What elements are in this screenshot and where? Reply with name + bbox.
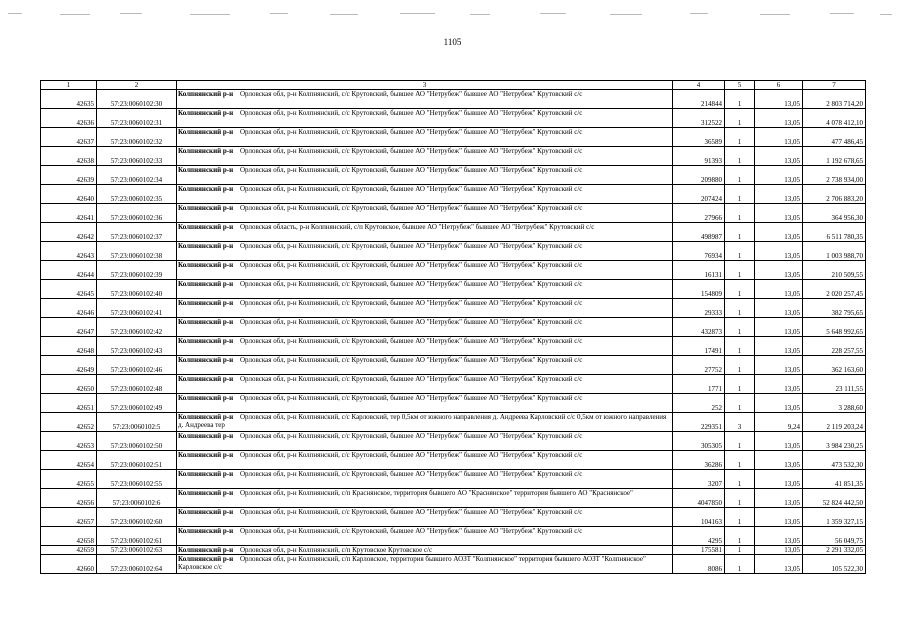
address-value: Орловская область, р-н Колпнянский, с/п Крутовское, бывшее АО "Нетрубеж" бывшее АО "Нетрубеж" Крутовский с/с [240,223,595,231]
row-number: 42639 [41,166,97,185]
count-value: 1 [725,470,755,489]
table-row [41,318,866,337]
address-text [178,280,671,298]
rate-value: 13,05 [755,546,803,555]
rate-value: 13,05 [755,128,803,147]
address-cell [177,527,673,546]
area-value: 214844 [673,90,725,109]
table-row [41,109,866,128]
cadastral-number: 57:23:0060102:60 [97,508,177,527]
district-name: Колпнянский р-н [178,527,234,535]
cadastral-number: 57:23:0060102:35 [97,185,177,204]
sum-value: 2 803 714,20 [803,90,866,109]
count-value: 1 [725,489,755,508]
count-value: 1 [725,90,755,109]
district-name: Колпнянский р-н [178,432,234,440]
sum-value: 1 003 988,70 [803,242,866,261]
sum-value: 210 509,55 [803,261,866,280]
count-value: 1 [725,555,755,574]
address-value: Орловская обл, р-н Колпнянский, с/с Крутовский, бывшее АО "Нетрубеж" бывшее АО "Нетрубеж" Крутовский с/с [240,299,583,307]
count-value: 1 [725,318,755,337]
rate-value: 13,05 [755,527,803,546]
address-text [178,394,671,412]
cadastral-number: 57:23:0060102:30 [97,90,177,109]
address-value: Орловская обл, р-н Колпнянский, с/с Крутовский, бывшее АО "Нетрубеж" бывшее АО "Нетрубеж" Крутовский с/с [240,451,583,459]
address-cell [177,280,673,299]
address-value: Орловская обл, р-н Колпнянский, с/с Крутовский, бывшее АО "Нетрубеж" бывшее АО "Нетрубеж" Крутовский с/с [240,318,583,326]
rate-value: 13,05 [755,451,803,470]
address-text [178,109,671,127]
count-value: 1 [725,432,755,451]
count-value: 1 [725,242,755,261]
address-cell [177,489,673,508]
address-cell [177,223,673,242]
table-row [41,337,866,356]
district-name: Колпнянский р-н [178,413,234,421]
column-header: 7 [803,81,866,90]
address-text [178,546,671,554]
table-row [41,204,866,223]
rate-value: 13,05 [755,337,803,356]
address-cell [177,337,673,356]
table-row [41,527,866,546]
address-value: Орловская обл, р-н Колпнянский, с/с Крутовский, бывшее АО "Нетрубеж" бывшее АО "Нетрубеж" Крутовский с/с [240,394,583,402]
address-value: Орловская обл, р-н Колпнянский, с/п Крутовское Крутовское с/с [240,546,433,554]
address-cell [177,90,673,109]
column-header: 5 [725,81,755,90]
area-value: 27966 [673,204,725,223]
table-row [41,470,866,489]
sum-value: 56 049,75 [803,527,866,546]
rate-value: 13,05 [755,432,803,451]
address-text [178,555,671,573]
address-cell [177,318,673,337]
cadastral-number: 57:23:0060102:42 [97,318,177,337]
sum-value: 2 706 883,20 [803,185,866,204]
sum-value: 1 192 678,65 [803,147,866,166]
cadastral-number: 57:23:0060102:36 [97,204,177,223]
cadastral-number: 57:23:0060102:49 [97,394,177,413]
sum-value: 41 851,35 [803,470,866,489]
area-value: 17491 [673,337,725,356]
address-cell [177,470,673,489]
sum-value: 4 078 412,10 [803,109,866,128]
rate-value: 13,05 [755,394,803,413]
address-value: Орловская обл, р-н Колпнянский, с/с Крутовский, бывшее АО "Нетрубеж" бывшее АО "Нетрубеж" Крутовский с/с [240,508,583,516]
cadastral-table [40,80,866,574]
address-value: Орловская обл, р-н Колпнянский, с/с Крутовский, бывшее АО "Нетрубеж" бывшее АО "Нетрубеж" Крутовский с/с [240,185,583,193]
sum-value: 362 163,60 [803,356,866,375]
table-row [41,546,866,555]
table-row [41,432,866,451]
table-row [41,356,866,375]
table-row [41,413,866,432]
cadastral-number: 57:23:0060102:34 [97,166,177,185]
district-name: Колпнянский р-н [178,242,234,250]
cadastral-number: 57:23:0060102:39 [97,261,177,280]
table-row [41,223,866,242]
sum-value: 2 119 203,24 [803,413,866,432]
district-name: Колпнянский р-н [178,109,234,117]
address-value: Орловская обл, р-н Колпнянский, с/п Карловское, территория бывшего АОЗТ "Колпнянское" территория бывшего АОЗТ "Колпнянское" Карловское с/с [178,555,646,571]
count-value: 1 [725,261,755,280]
table-row [41,242,866,261]
row-number: 42657 [41,508,97,527]
district-name: Колпнянский р-н [178,280,234,288]
address-text [178,90,671,108]
table-row [41,375,866,394]
column-header: 4 [673,81,725,90]
row-number: 42645 [41,280,97,299]
address-cell [177,185,673,204]
area-value: 1771 [673,375,725,394]
area-value: 209880 [673,166,725,185]
address-value: Орловская обл, р-н Колпнянский, с/с Крутовский, бывшее АО "Нетрубеж" бывшее АО "Нетрубеж" Крутовский с/с [240,470,583,478]
address-cell [177,261,673,280]
cadastral-number: 57:23:0060102:61 [97,527,177,546]
table-row [41,299,866,318]
address-value: Орловская обл, р-н Колпнянский, с/п Краснянское, территория бывшего АО "Краснянское" территория бывшего АО "Краснянское" [240,489,633,497]
rate-value: 13,05 [755,375,803,394]
address-cell [177,356,673,375]
sum-value: 382 795,65 [803,299,866,318]
column-header: 6 [755,81,803,90]
rate-value: 13,05 [755,223,803,242]
address-cell [177,299,673,318]
row-number: 42641 [41,204,97,223]
address-cell [177,546,673,555]
row-number: 42640 [41,185,97,204]
address-value: Орловская обл, р-н Колпнянский, с/с Крутовский, бывшее АО "Нетрубеж" бывшее АО "Нетрубеж" Крутовский с/с [240,166,583,174]
cadastral-number: 57:23:0060102:38 [97,242,177,261]
address-value: Орловская обл, р-н Колпнянский, с/с Крутовский, бывшее АО "Нетрубеж" бывшее АО "Нетрубеж" Крутовский с/с [240,261,583,269]
area-value: 27752 [673,356,725,375]
table-row [41,261,866,280]
district-name: Колпнянский р-н [178,147,234,155]
address-cell [177,375,673,394]
cadastral-number: 57:23:0060102:5 [97,413,177,432]
count-value: 3 [725,413,755,432]
sum-value: 2 291 332,05 [803,546,866,555]
count-value: 1 [725,527,755,546]
address-value: Орловская обл, р-н Колпнянский, с/с Карловский, тер 0,5км от южного направления д. Андреева Карловский с/с 0,5км от южного направления д. Андреева тер [178,413,667,429]
row-number: 42655 [41,470,97,489]
cadastral-number: 57:23:0060102:55 [97,470,177,489]
sum-value: 473 532,30 [803,451,866,470]
address-value: Орловская обл, р-н Колпнянский, с/с Крутовский, бывшее АО "Нетрубеж" бывшее АО "Нетрубеж" Крутовский с/с [240,242,583,250]
district-name: Колпнянский р-н [178,185,234,193]
area-value: 229351 [673,413,725,432]
address-text [178,356,671,374]
area-value: 91393 [673,147,725,166]
row-number: 42654 [41,451,97,470]
row-number: 42648 [41,337,97,356]
district-name: Колпнянский р-н [178,90,234,98]
address-text [178,432,671,450]
sum-value: 52 824 442,50 [803,489,866,508]
address-text [178,299,671,317]
district-name: Колпнянский р-н [178,394,234,402]
address-text [178,147,671,165]
address-text [178,508,671,526]
address-value: Орловская обл, р-н Колпнянский, с/с Крутовский, бывшее АО "Нетрубеж" бывшее АО "Нетрубеж" Крутовский с/с [240,527,583,535]
cadastral-number: 57:23:0060102:6 [97,489,177,508]
count-value: 1 [725,394,755,413]
count-value: 1 [725,109,755,128]
address-cell [177,555,673,574]
row-number: 42635 [41,90,97,109]
rate-value: 13,05 [755,204,803,223]
table-row [41,90,866,109]
area-value: 3207 [673,470,725,489]
rate-value: 13,05 [755,489,803,508]
cadastral-number: 57:23:0060102:40 [97,280,177,299]
district-name: Колпнянский р-н [178,470,234,478]
area-value: 252 [673,394,725,413]
rate-value: 13,05 [755,166,803,185]
cadastral-number: 57:23:0060102:46 [97,356,177,375]
address-cell [177,109,673,128]
address-value: Орловская обл, р-н Колпнянский, с/с Крутовский, бывшее АО "Нетрубеж" бывшее АО "Нетрубеж" Крутовский с/с [240,337,583,345]
address-cell [177,166,673,185]
address-cell [177,394,673,413]
area-value: 4295 [673,527,725,546]
count-value: 1 [725,223,755,242]
table-row [41,508,866,527]
row-number: 42650 [41,375,97,394]
rate-value: 13,05 [755,242,803,261]
column-header: 2 [97,81,177,90]
table-row [41,128,866,147]
count-value: 1 [725,147,755,166]
district-name: Колпнянский р-н [178,546,234,554]
district-name: Колпнянский р-н [178,261,234,269]
rate-value: 13,05 [755,508,803,527]
district-name: Колпнянский р-н [178,223,234,231]
address-text [178,489,671,507]
address-cell [177,508,673,527]
district-name: Колпнянский р-н [178,356,234,364]
cadastral-number: 57:23:0060102:43 [97,337,177,356]
district-name: Колпнянский р-н [178,489,234,497]
district-name: Колпнянский р-н [178,299,234,307]
district-name: Колпнянский р-н [178,375,234,383]
row-number: 42656 [41,489,97,508]
address-value: Орловская обл, р-н Колпнянский, с/с Крутовский, бывшее АО "Нетрубеж" бывшее АО "Нетрубеж" Крутовский с/с [240,147,583,155]
row-number: 42653 [41,432,97,451]
row-number: 42636 [41,109,97,128]
sum-value: 364 956,30 [803,204,866,223]
row-number: 42644 [41,261,97,280]
table-row [41,489,866,508]
rate-value: 13,05 [755,299,803,318]
area-value: 498987 [673,223,725,242]
table-row [41,280,866,299]
rate-value: 13,05 [755,470,803,489]
row-number: 42658 [41,527,97,546]
district-name: Колпнянский р-н [178,128,234,136]
area-value: 175581 [673,546,725,555]
count-value: 1 [725,185,755,204]
row-number: 42651 [41,394,97,413]
address-text [178,375,671,393]
address-text [178,242,671,260]
scan-noise-strip [0,10,905,18]
district-name: Колпнянский р-н [178,508,234,516]
address-cell [177,413,673,432]
sum-value: 1 359 327,15 [803,508,866,527]
address-text [178,223,671,241]
row-number: 42646 [41,299,97,318]
rate-value: 13,05 [755,356,803,375]
address-value: Орловская обл, р-н Колпнянский, с/с Крутовский, бывшее АО "Нетрубеж" бывшее АО "Нетрубеж" Крутовский с/с [240,90,583,98]
address-text [178,261,671,279]
table-row [41,451,866,470]
sum-value: 23 111,55 [803,375,866,394]
rate-value: 13,05 [755,555,803,574]
area-value: 8086 [673,555,725,574]
count-value: 1 [725,546,755,555]
address-text [178,527,671,545]
row-number: 42643 [41,242,97,261]
count-value: 1 [725,337,755,356]
district-name: Колпнянский р-н [178,451,234,459]
sum-value: 5 648 992,65 [803,318,866,337]
table-row [41,166,866,185]
address-text [178,318,671,336]
count-value: 1 [725,508,755,527]
cadastral-number: 57:23:0060102:41 [97,299,177,318]
address-value: Орловская обл, р-н Колпнянский, с/с Крутовский, бывшее АО "Нетрубеж" бывшее АО "Нетрубеж" Крутовский с/с [240,128,583,136]
address-cell [177,451,673,470]
sum-value: 2 738 934,00 [803,166,866,185]
rate-value: 13,05 [755,147,803,166]
address-text [178,451,671,469]
table-row [41,185,866,204]
district-name: Колпнянский р-н [178,318,234,326]
cadastral-number: 57:23:0060102:64 [97,555,177,574]
table-row [41,147,866,166]
cadastral-number: 57:23:0060102:50 [97,432,177,451]
cadastral-number: 57:23:0060102:31 [97,109,177,128]
address-cell [177,432,673,451]
table-row [41,394,866,413]
cadastral-number: 57:23:0060102:48 [97,375,177,394]
table-row [41,555,866,574]
count-value: 1 [725,166,755,185]
rate-value: 13,05 [755,90,803,109]
address-text [178,185,671,203]
rate-value: 13,05 [755,261,803,280]
count-value: 1 [725,451,755,470]
address-text [178,413,671,431]
area-value: 207424 [673,185,725,204]
area-value: 312522 [673,109,725,128]
count-value: 1 [725,375,755,394]
count-value: 1 [725,299,755,318]
sum-value: 2 020 257,45 [803,280,866,299]
area-value: 104163 [673,508,725,527]
area-value: 305305 [673,432,725,451]
sum-value: 6 511 780,35 [803,223,866,242]
address-value: Орловская обл, р-н Колпнянский, с/с Крутовский, бывшее АО "Нетрубеж" бывшее АО "Нетрубеж" Крутовский с/с [240,375,583,383]
row-number: 42660 [41,555,97,574]
area-value: 4047850 [673,489,725,508]
area-value: 29333 [673,299,725,318]
row-number: 42642 [41,223,97,242]
rate-value: 13,05 [755,109,803,128]
address-cell [177,128,673,147]
address-value: Орловская обл, р-н Колпнянский, с/с Крутовский, бывшее АО "Нетрубеж" бывшее АО "Нетрубеж" Крутовский с/с [240,204,583,212]
cadastral-number: 57:23:0060102:33 [97,147,177,166]
address-text [178,204,671,222]
district-name: Колпнянский р-н [178,555,234,563]
cadastral-number: 57:23:0060102:51 [97,451,177,470]
rate-value: 13,05 [755,280,803,299]
column-header: 3 [177,81,673,90]
sum-value: 477 486,45 [803,128,866,147]
district-name: Колпнянский р-н [178,204,234,212]
rate-value: 9,24 [755,413,803,432]
count-value: 1 [725,356,755,375]
count-value: 1 [725,128,755,147]
cadastral-number: 57:23:0060102:63 [97,546,177,555]
address-text [178,128,671,146]
address-value: Орловская обл, р-н Колпнянский, с/с Крутовский, бывшее АО "Нетрубеж" бывшее АО "Нетрубеж" Крутовский с/с [240,109,583,117]
address-cell [177,204,673,223]
area-value: 36286 [673,451,725,470]
sum-value: 3 984 230,25 [803,432,866,451]
area-value: 36589 [673,128,725,147]
cadastral-number: 57:23:0060102:32 [97,128,177,147]
address-value: Орловская обл, р-н Колпнянский, с/с Крутовский, бывшее АО "Нетрубеж" бывшее АО "Нетрубеж" Крутовский с/с [240,432,583,440]
address-value: Орловская обл, р-н Колпнянский, с/с Крутовский, бывшее АО "Нетрубеж" бывшее АО "Нетрубеж" Крутовский с/с [240,280,583,288]
count-value: 1 [725,204,755,223]
address-cell [177,147,673,166]
row-number: 42637 [41,128,97,147]
count-value: 1 [725,280,755,299]
address-value: Орловская обл, р-н Колпнянский, с/с Крутовский, бывшее АО "Нетрубеж" бывшее АО "Нетрубеж" Крутовский с/с [240,356,583,364]
row-number: 42659 [41,546,97,555]
row-number: 42647 [41,318,97,337]
table-header-row [41,81,866,90]
district-name: Колпнянский р-н [178,166,234,174]
sum-value: 228 257,55 [803,337,866,356]
district-name: Колпнянский р-н [178,337,234,345]
address-text [178,337,671,355]
rate-value: 13,05 [755,318,803,337]
cadastral-number: 57:23:0060102:37 [97,223,177,242]
address-cell [177,242,673,261]
row-number: 42652 [41,413,97,432]
row-number: 42638 [41,147,97,166]
area-value: 432873 [673,318,725,337]
column-header: 1 [41,81,97,90]
address-text [178,166,671,184]
sum-value: 105 522,30 [803,555,866,574]
address-text [178,470,671,488]
area-value: 16131 [673,261,725,280]
row-number: 42649 [41,356,97,375]
area-value: 76934 [673,242,725,261]
rate-value: 13,05 [755,185,803,204]
page-number: 1105 [443,37,462,47]
sum-value: 3 288,60 [803,394,866,413]
area-value: 154809 [673,280,725,299]
